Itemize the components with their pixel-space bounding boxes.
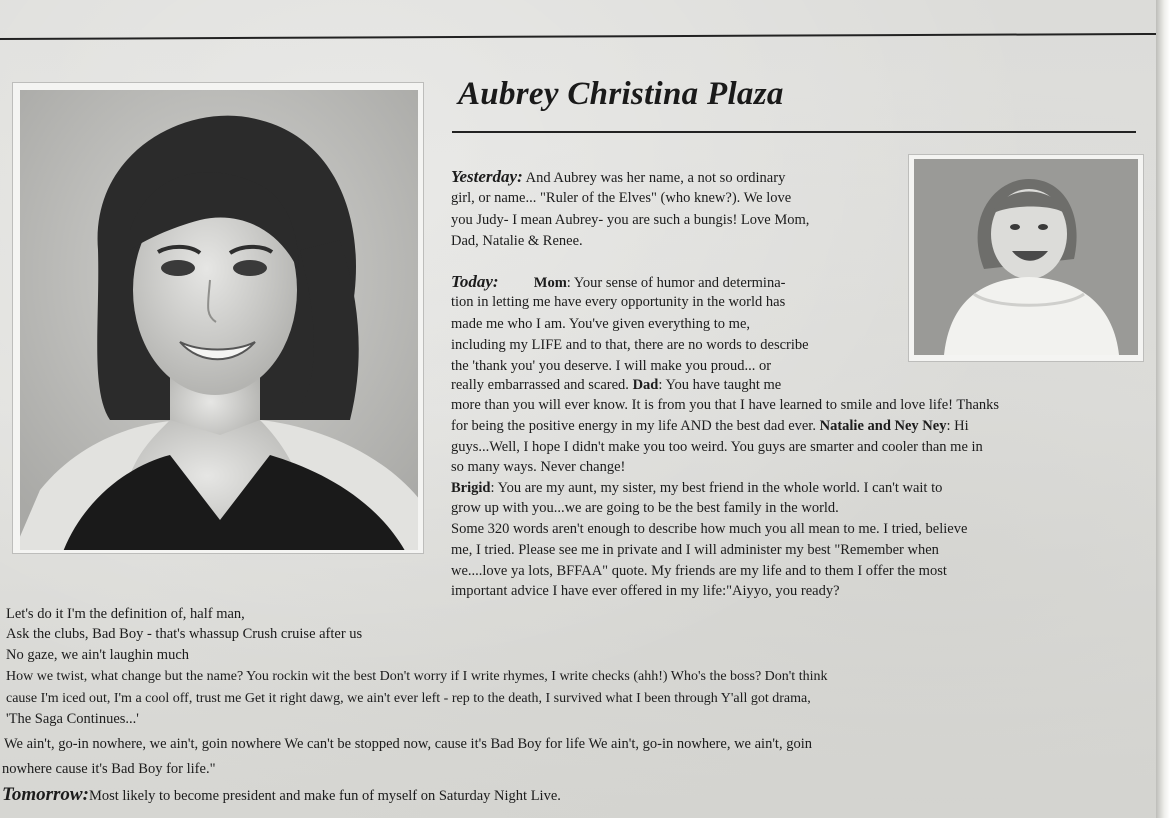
lyrics-line-1: Let's do it I'm the definition of, half man, (6, 606, 245, 622)
today-line-9: guys...Well, I hope I didn't make you too weird. You guys are smarter and cooler than me in (451, 439, 983, 455)
yesterday-heading: Yesterday: (451, 167, 523, 186)
brigid-label: Brigid (451, 480, 491, 496)
today-line-4: including my LIFE and to that, there are no words to describe (451, 337, 809, 353)
mom-label: Mom (533, 275, 567, 291)
today-text: for being the positive energy in my life AND the best dad ever. (451, 418, 816, 434)
today-text: : Your sense of humor and determina- (566, 275, 786, 291)
lyrics-line-5: cause I'm iced out, I'm a cool off, trust me Get it right dawg, we ain't ever left - rep to the death, I survived what I been through Y'all got drama, (6, 691, 811, 706)
yesterday-text: And Aubrey was her name, a not so ordinary (525, 170, 786, 186)
today-line-1 (451, 273, 785, 292)
today-line-7: more than you will ever know. It is from you that I have learned to smile and love life! Thanks (451, 397, 1000, 413)
lyrics-line-8: nowhere cause it's Bad Boy for life." (2, 761, 216, 777)
top-rule (0, 33, 1160, 40)
today-line-16: important advice I have ever offered in my life:"Aiyyo, you ready? (451, 583, 840, 599)
today-heading: Today: (451, 272, 499, 291)
sisters-label: Natalie and Ney Ney (819, 418, 947, 434)
tomorrow-line (2, 786, 561, 805)
lyrics-line-3: No gaze, we ain't laughin much (6, 647, 189, 663)
lyrics-line-2: Ask the clubs, Bad Boy - that's whassup Crush cruise after us (6, 626, 363, 642)
lyrics-line-6: 'The Saga Continues...' (6, 711, 139, 727)
today-line-15: we....love ya lots, BFFAA" quote. My friends are my life and to them I offer the most (451, 563, 947, 579)
page-binding-edge (1156, 0, 1170, 818)
today-text: : You are my aunt, my sister, my best friend in the whole world. I can't wait to (490, 480, 943, 496)
title-rule (452, 131, 1136, 133)
page-title: Aubrey Christina Plaza (458, 76, 784, 112)
today-line-8 (451, 418, 969, 435)
today-text: : Hi (946, 418, 969, 434)
today-line-12: grow up with you...we are going to be the best family in the world. (451, 500, 839, 516)
yesterday-line-1 (451, 168, 785, 187)
today-line-14: me, I tried. Please see me in private and I will administer my best "Remember when (451, 542, 939, 558)
today-line-3: made me who I am. You've given everything to me, (451, 316, 750, 332)
senior-portrait (20, 90, 418, 550)
today-text: really embarrassed and scared. (451, 377, 629, 393)
yesterday-line-3: you Judy- I mean Aubrey- you are such a bungis! Love Mom, (451, 212, 810, 228)
lyrics-line-7: We ain't, go-in nowhere, we ain't, goin nowhere We can't be stopped now, cause it's Bad Boy for life We ain't, go-in nowhere, we ain't, goin (4, 736, 812, 752)
dad-label: Dad (632, 377, 659, 393)
today-line-5: the 'thank you' you deserve. I will make you proud... or (451, 358, 772, 374)
yesterday-line-4: Dad, Natalie & Renee. (451, 233, 583, 249)
today-line-2: tion in letting me have every opportunity in the world has (451, 294, 786, 310)
today-text: : You have taught me (658, 377, 782, 393)
today-line-6 (451, 377, 781, 394)
child-photo (914, 159, 1138, 355)
lyrics-line-4: How we twist, what change but the name? You rockin wit the best Don't worry if I write rhymes, I write checks (ahh!) Who's the boss? Don't think (6, 669, 828, 684)
today-line-11 (451, 480, 942, 497)
today-line-13: Some 320 words aren't enough to describe how much you all mean to me. I tried, believe (451, 521, 968, 537)
tomorrow-heading: Tomorrow: (2, 784, 89, 805)
tomorrow-text: Most likely to become president and make fun of myself on Saturday Night Live. (88, 788, 561, 804)
today-line-10: so many ways. Never change! (451, 459, 626, 475)
yesterday-line-2: girl, or name... "Ruler of the Elves" (who knew?). We love (451, 190, 792, 206)
